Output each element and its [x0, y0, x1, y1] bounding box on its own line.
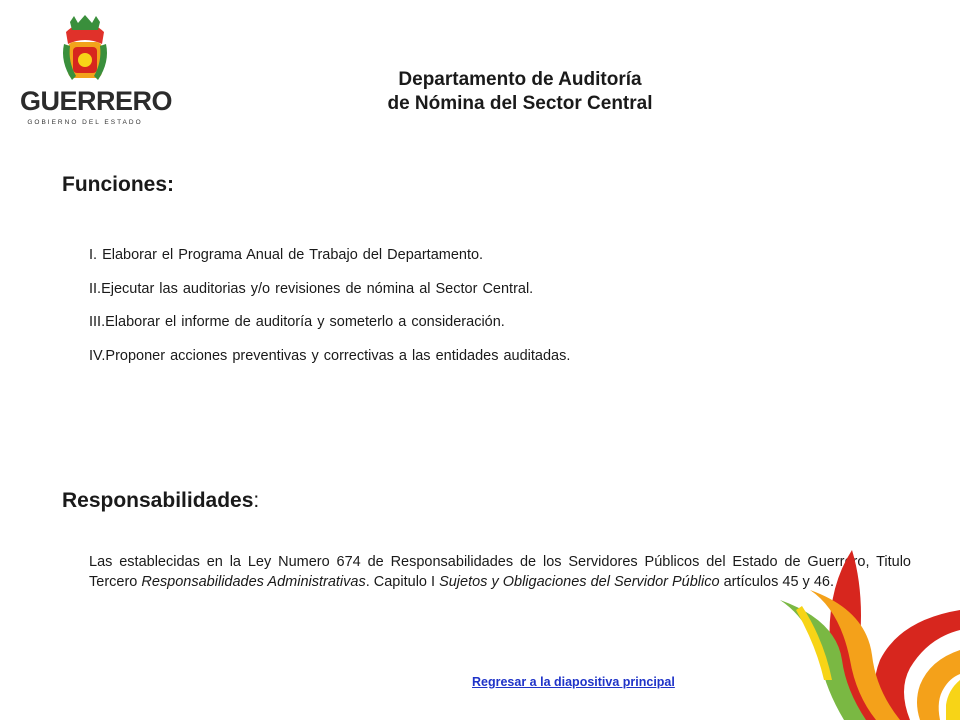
guerrero-logo: [20, 14, 173, 126]
function-item-2: II.Ejecutar las auditorias y/o revisiones de nómina al Sector Central.: [89, 281, 534, 297]
page-title-line2: de Nómina del Sector Central: [387, 93, 653, 114]
function-item-4: IV.Proponer acciones preventivas y correctivas a las entidades auditadas.: [89, 348, 571, 364]
decorative-swoosh: [780, 550, 960, 720]
responsibilities-heading-text: Responsabilidades: [62, 489, 254, 512]
responsibilities-heading-colon: :: [253, 489, 260, 512]
functions-heading: Funciones:: [62, 173, 175, 196]
page-title: [260, 68, 780, 116]
responsibilities-text-part1: Las establecidas en la Ley Numero 674 de Responsabilidades de los Servidores Públicos del Estado de Guerrero, Titulo Tercero: [89, 554, 911, 590]
function-item-3: III.Elaborar el informe de auditoría y someterlo a consideración.: [89, 314, 505, 330]
responsibilities-text-part3: artículos 45 y 46.: [719, 574, 834, 590]
coat-of-arms-icon: [58, 14, 112, 86]
responsibilities-text-part2: . Capitulo I: [365, 574, 440, 590]
responsibilities-text-italic2: Sujetos y Obligaciones del Servidor Público: [439, 574, 720, 590]
page-title-line1: Departamento de Auditoría: [398, 69, 642, 90]
responsibilities-heading: [62, 489, 259, 513]
logo-wordmark: GUERRERO: [20, 86, 173, 116]
function-item-1: I. Elaborar el Programa Anual de Trabajo del Departamento.: [89, 247, 484, 263]
back-to-main-slide-link[interactable]: Regresar a la diapositiva principal: [472, 675, 675, 689]
logo-subtitle: GOBIERNO DEL ESTADO: [27, 119, 143, 126]
responsibilities-text-italic1: Responsabilidades Administrativas: [141, 574, 366, 590]
